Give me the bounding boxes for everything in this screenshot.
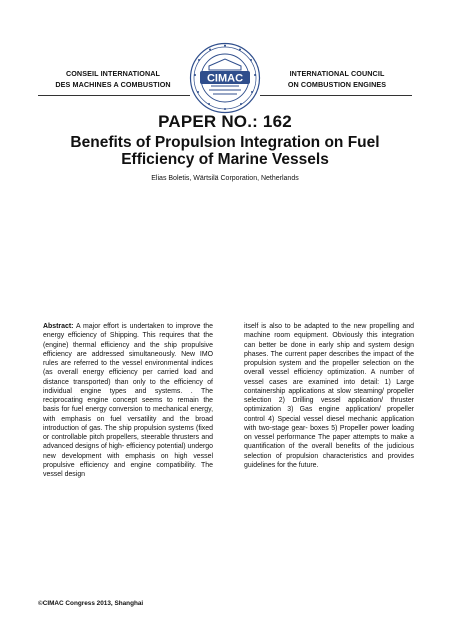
- abstract-text-right: itself is also to be adapted to the new propelling and machine room equipment. Obviously this integration can better be done in early ship and system design phases. The current paper describes the impact of the propulsion system and the propeller selection on the overall vessel efficiency optimization. A number of vessel cases are examined into detail: 1) Large containership applications at slow steaming/ propeller selection 2) Drilling vessel application/ thruster optimization 3) Gas engine application/ propeller control 4) Special vessel diesel mechanic application with two-stage gear- boxes 5) Propeller power loading on vessel performance The paper attempts to make a quantification of the overall benefits of the judicious selection of propulsion characteristics and provides guidelines for the future.: [244, 323, 414, 469]
- abstract-text-left: A major effort is undertaken to improve the energy efficiency of Shipping. This requires that the (engine) thermal efficiency and the ship propulsive efficiency are addressed simultaneously. New IMO rules are referred to the vessel environmental indices (as overall energy efficiency per carried load and distance transported) than only to the efficiency of individual engine types and systems. . The reciprocating engine concept seems to remain the basis for fuel energy conversion to mechanical energy, with emphasis on fuel versatility and the broad introduction of gas. The ship propulsion systems (fixed or controllable pitch propellers, steerable thrusters and advanced designs of high- efficiency potential) undergo new development with emphasis on high vessel propulsive efficiency and engine compatibility. The vessel design: [43, 323, 213, 478]
- cimac-seal-icon: [189, 42, 261, 114]
- abstract-left-column: [43, 322, 213, 479]
- right-org-line-1: INTERNATIONAL COUNCIL: [289, 69, 385, 78]
- header-left-organization: [38, 69, 188, 90]
- left-org-line-2: DES MACHINES A COMBUSTION: [55, 79, 171, 89]
- right-org-line-2: ON COMBUSTION ENGINES: [287, 79, 387, 89]
- logo-text: CIMAC: [206, 72, 244, 85]
- header-right-organization: [268, 69, 406, 90]
- footer-copyright: ©CIMAC Congress 2013, Shanghai: [38, 600, 144, 607]
- header-right-rule: [260, 95, 412, 96]
- left-org-line-1: CONSEIL INTERNATIONAL: [65, 69, 161, 78]
- paper-title: Benefits of Propulsion Integration on Fuel Efficiency of Marine Vessels: [70, 134, 380, 168]
- paper-number: PAPER NO.: 162: [158, 112, 292, 131]
- abstract-right-column: [244, 322, 414, 470]
- abstract-label: Abstract:: [43, 323, 74, 330]
- header-left-rule: [38, 95, 190, 96]
- author-line: Elias Boletis, Wärtsilä Corporation, Netherlands: [151, 175, 299, 182]
